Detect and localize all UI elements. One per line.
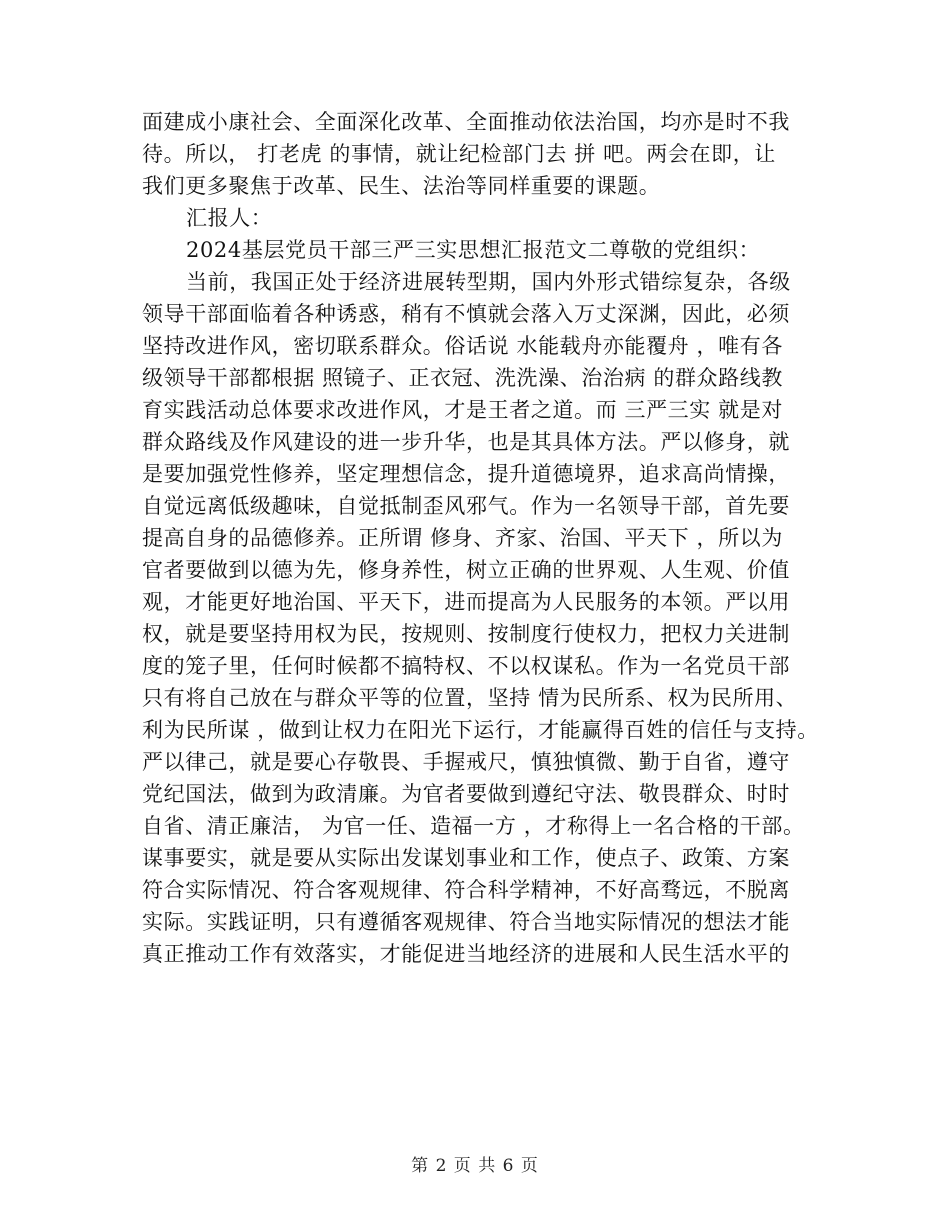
text-line: 严以律己，就是要心存敬畏、手握戒尺，慎独慎微、勤于自省，遵守 — [142, 750, 790, 774]
text-line: 符合实际情况、符合客观规律、符合科学精神，不好高骛远，不脱离 — [142, 878, 790, 902]
text-line: 观，才能更好地治国、平天下，进而提高为人民服务的本领。严以用 — [142, 590, 790, 614]
text-line: 当前，我国正处于经济进展转型期，国内外形式错综复杂，各级 — [186, 270, 791, 294]
text-line: 坚持改进作风，密切联系群众。俗话说 水能载舟亦能覆舟 ，唯有各 — [142, 334, 783, 358]
text-line: 是要加强党性修养，坚定理想信念，提升道德境界，追求高尚情操， — [142, 462, 790, 486]
text-line: 只有将自己放在与群众平等的位置，坚持 情为民所系、权为民所用、 — [142, 686, 798, 710]
text-line: 育实践活动总体要求改进作风，才是王者之道。而 三严三实 就是对 — [142, 398, 783, 422]
text-line: 自觉远离低级趣味，自觉抵制歪风邪气。作为一名领导干部，首先要 — [142, 494, 790, 518]
text-line: 度的笼子里，任何时候都不搞特权、不以权谋私。作为一名党员干部 — [142, 654, 790, 678]
text-line: 官者要做到以德为先，修身养性，树立正确的世界观、人生观、价值 — [142, 558, 790, 582]
text-line: 利为民所谋 ，做到让权力在阳光下运行，才能赢得百姓的信任与支持。 — [142, 718, 819, 742]
text-line: 权，就是要坚持用权为民，按规则、按制度行使权力，把权力关进制 — [142, 622, 790, 646]
text-line: 自省、清正廉洁， 为官一任、造福一方 ，才称得上一名合格的干部。 — [142, 814, 805, 838]
text-line: 待。所以， 打老虎 的事情，就让纪检部门去 拼 吧。两会在即，让 — [142, 142, 776, 166]
text-line: 级领导干部都根据 照镜子、正衣冠、洗洗澡、治治病 的群众路线教 — [142, 366, 783, 390]
reporter-label: 汇报人： — [186, 206, 273, 230]
text-line: 党纪国法，做到为政清廉。为官者要做到遵纪守法、敬畏群众、时时 — [142, 782, 790, 806]
text-line: 真正推动工作有效落实，才能促进当地经济的进展和人民生活水平的 — [142, 942, 790, 966]
text-line: 领导干部面临着各种诱惑，稍有不慎就会落入万丈深渊，因此，必须 — [142, 302, 790, 326]
text-line: 提高自身的品德修养。正所谓 修身、齐家、治国、平天下 ，所以为 — [142, 526, 783, 550]
page-footer: 第 2 页 共 6 页 — [411, 1156, 539, 1176]
text-line: 面建成小康社会、全面深化改革、全面推动依法治国，均亦是时不我 — [142, 110, 790, 134]
text-line: 谋事要实，就是要从实际出发谋划事业和工作，使点子、政策、方案 — [142, 846, 790, 870]
text-line: 群众路线及作风建设的进一步升华，也是其具体方法。严以修身，就 — [142, 430, 790, 454]
text-line: 我们更多聚焦于改革、民生、法治等同样重要的课题。 — [142, 174, 661, 198]
body-text — [142, 106, 822, 970]
section-heading: 2024基层党员干部三严三实思想汇报范文二尊敬的党组织： — [186, 238, 761, 262]
text-line: 实际。实践证明，只有遵循客观规律、符合当地实际情况的想法才能 — [142, 910, 790, 934]
